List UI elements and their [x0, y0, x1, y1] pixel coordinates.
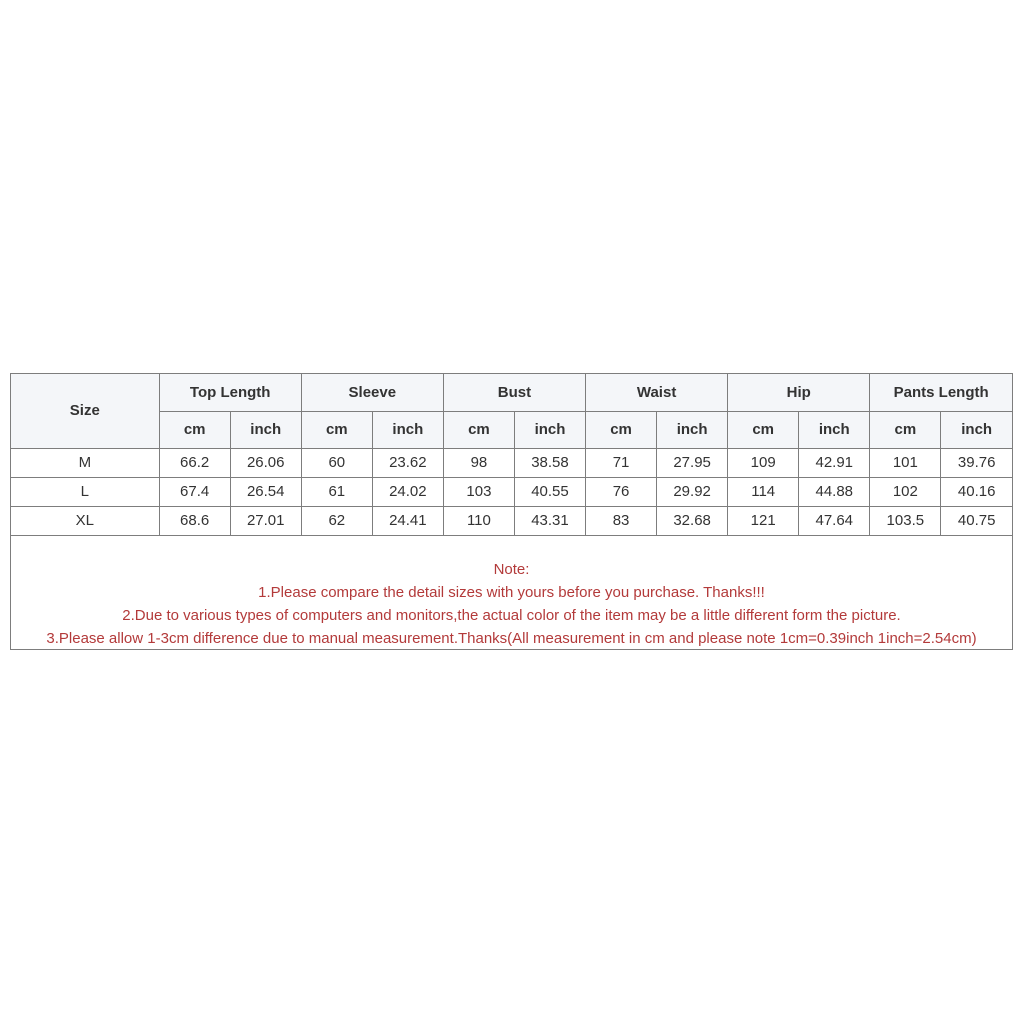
- value-cell: 67.4: [159, 477, 230, 506]
- note-line-3: 3.Please allow 1-3cm difference due to manual measurement.Thanks(All measurement in cm and please note 1cm=0.39inch 1inch=2.54cm): [46, 630, 977, 647]
- value-cell: 47.64: [799, 506, 870, 535]
- value-cell: 102: [870, 477, 941, 506]
- value-cell: 76: [586, 477, 657, 506]
- unit-header-row: [11, 411, 1012, 448]
- size-chart: [10, 373, 1013, 650]
- value-cell: 62: [301, 506, 372, 535]
- value-cell: 103.5: [870, 506, 941, 535]
- table-row: [11, 506, 1012, 535]
- value-cell: 121: [728, 506, 799, 535]
- unit-inch-header: inch: [799, 411, 870, 448]
- value-cell: 109: [728, 448, 799, 477]
- unit-cm-header: cm: [159, 411, 230, 448]
- value-cell: 98: [443, 448, 514, 477]
- value-cell: 68.6: [159, 506, 230, 535]
- value-cell: 38.58: [514, 448, 585, 477]
- value-cell: 66.2: [159, 448, 230, 477]
- size-column-header: Size: [11, 374, 159, 448]
- value-cell: 71: [586, 448, 657, 477]
- unit-cm-header: cm: [443, 411, 514, 448]
- unit-cm-header: cm: [301, 411, 372, 448]
- unit-cm-header: cm: [728, 411, 799, 448]
- value-cell: 27.95: [657, 448, 728, 477]
- value-cell: 26.54: [230, 477, 301, 506]
- note-line-1: 1.Please compare the detail sizes with yours before you purchase. Thanks!!!: [258, 584, 765, 601]
- table-header: [11, 374, 1012, 448]
- value-cell: 29.92: [657, 477, 728, 506]
- value-cell: 42.91: [799, 448, 870, 477]
- pants-length-header: Pants Length: [870, 374, 1012, 411]
- value-cell: 27.01: [230, 506, 301, 535]
- unit-inch-header: inch: [372, 411, 443, 448]
- unit-cm-header: cm: [870, 411, 941, 448]
- bust-header: Bust: [443, 374, 585, 411]
- size-cell: XL: [11, 506, 159, 535]
- value-cell: 23.62: [372, 448, 443, 477]
- table-row: [11, 448, 1012, 477]
- group-header-row: [11, 374, 1012, 411]
- notes-section: [11, 558, 1012, 650]
- note-line-2: 2.Due to various types of computers and monitors,the actual color of the item may be a little different form the picture.: [122, 607, 901, 624]
- size-cell: L: [11, 477, 159, 506]
- value-cell: 44.88: [799, 477, 870, 506]
- size-table: [11, 374, 1012, 536]
- value-cell: 40.75: [941, 506, 1012, 535]
- value-cell: 26.06: [230, 448, 301, 477]
- value-cell: 40.16: [941, 477, 1012, 506]
- value-cell: 110: [443, 506, 514, 535]
- value-cell: 40.55: [514, 477, 585, 506]
- value-cell: 24.41: [372, 506, 443, 535]
- table-body: [11, 448, 1012, 535]
- unit-inch-header: inch: [514, 411, 585, 448]
- note-title: Note:: [493, 561, 530, 578]
- hip-header: Hip: [728, 374, 870, 411]
- top-length-header: Top Length: [159, 374, 301, 411]
- unit-cm-header: cm: [586, 411, 657, 448]
- value-cell: 43.31: [514, 506, 585, 535]
- unit-inch-header: inch: [657, 411, 728, 448]
- value-cell: 103: [443, 477, 514, 506]
- unit-inch-header: inch: [230, 411, 301, 448]
- value-cell: 39.76: [941, 448, 1012, 477]
- size-cell: M: [11, 448, 159, 477]
- value-cell: 114: [728, 477, 799, 506]
- waist-header: Waist: [586, 374, 728, 411]
- value-cell: 101: [870, 448, 941, 477]
- value-cell: 83: [586, 506, 657, 535]
- value-cell: 60: [301, 448, 372, 477]
- value-cell: 24.02: [372, 477, 443, 506]
- sleeve-header: Sleeve: [301, 374, 443, 411]
- value-cell: 61: [301, 477, 372, 506]
- unit-inch-header: inch: [941, 411, 1012, 448]
- value-cell: 32.68: [657, 506, 728, 535]
- table-row: [11, 477, 1012, 506]
